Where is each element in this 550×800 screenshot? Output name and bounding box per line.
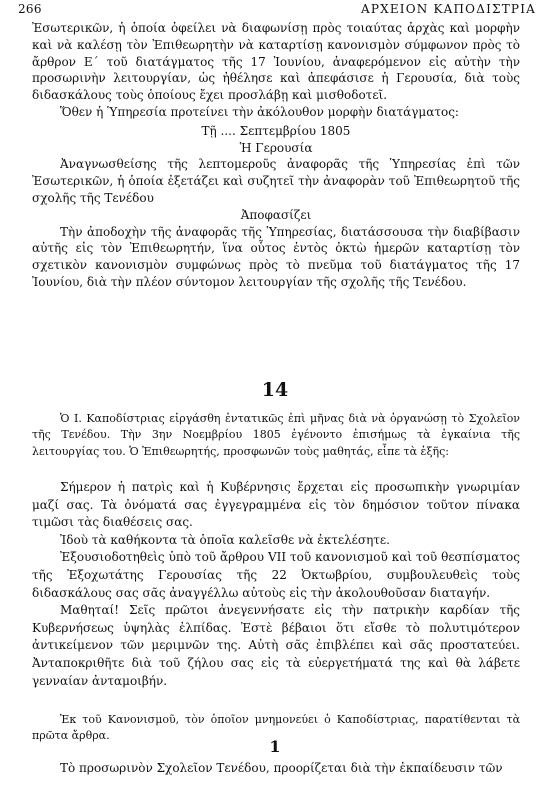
document-number: 14 (261, 379, 289, 401)
paragraph: Ὁ Ι. Καποδίστριας εἰργάσθη ἐντατικῶς ἐπὶ μῆνας διὰ νὰ ὀργανώσῃ τὸ Σχολεῖον τῆς Τενέδου. Τὴν 3ην Νοεμβρίου 1805 ἐγένοντο ἐπισήμως τὰ ἐγκαίνια τῆς λειτουργίας του. Ὁ Ἐπιθεωρητής, προσφωνῶν τοὺς μαθητάς, εἶπε τὰ ἑξῆς: (32, 412, 520, 458)
decree-proposal-section (32, 20, 520, 291)
decree-date-line: Τῇ .... Σεπτεμβρίου 1805 (201, 123, 351, 138)
paragraph: Τὸ προσωρινὸν Σχολεῖον Τενέδου, προορίζεται διὰ τὴν ἐκπαίδευσιν τῶν (60, 761, 503, 775)
page-header (18, 2, 536, 18)
paragraph: Ἐσωτερικῶν, ἡ ὁποία ὀφείλει νὰ διαφωνίσῃ πρὸς τοιαύτας ἀρχὰς καὶ μορφὴν καὶ νὰ καλέσῃ τὸν Ἐπιθεωρητὴν νὰ καταρτίσῃ κανονισμὸν σύμφωνον πρὸς τὸ ἄρθρον Ε´ τοῦ διατάγματος τῆς 17 Ἰουνίου, ἀναφερόμενον εἰς αὐτὴν τὴν προσωρινὴν λειτουργίαν, ὡς ἠθέλησε καὶ ἀπεφάσισε ἡ Γερουσία, διὰ τοὺς διδασκάλους τοὺς ὁποίους ἔχει προσλάβῃ καὶ μισθοδοτεῖ. (32, 21, 520, 103)
paragraph: Ὅθεν ἡ Ὑπηρεσία προτείνει τὴν ἀκόλουθον μορφὴν διατάγματος: (60, 104, 459, 119)
paragraph: Ἀναγνωσθείσης τῆς λεπτομεροῦς ἀναφορᾶς τῆς Ὑπηρεσίας ἐπὶ τῶν Ἐσωτερικῶν, ἡ ὁποία ἐξετάζει καὶ συζητεῖ τὴν ἀναφορὰν τοῦ Ἐπιθεωρητοῦ τῆς σχολῆς τῆς Τενέδου (32, 157, 520, 205)
paragraph: Τὴν ἀποδοχὴν τῆς ἀναφορᾶς τῆς Ὑπηρεσίας, διατάσσουσα τὴν διαβίβασιν αὐτῆς εἰς τὸν Ἐπιθεωρητήν, ἵνα οὗτος ἐντὸς ὀκτὼ ἡμερῶν καταρτίσῃ τὸν σχετικὸν κανονισμὸν συμφώνως πρὸς τὸ πνεῦμα τοῦ διατάγματος τῆς 17 Ἰουνίου, διὰ τὴν πλέον σύντομον λειτουργίαν τῆς σχολῆς τῆς Τενέδου. (32, 224, 520, 289)
paragraph: Μαθηταί! Σεῖς πρῶτοι ἀνεγεννήσατε εἰς τὴν πατρικὴν καρδίαν τῆς Κυβερνήσεως ὑψηλὰς ἐλπίδας. Ἐστὲ βέβαιοι ὅτι εἴσθε τὸ πολυτιμότερον ἀντικείμενον τῶν μεριμνῶν της. Αὐτὴ σᾶς ἐπιβλέπει καὶ σᾶς προστατεύει. Ἀνταποκριθῆτε διὰ τοῦ ζήλου σας εἰς τὰ εὐεργετήματά της καὶ θὰ λάβετε γενναίαν ἀνταμοιβήν. (32, 603, 520, 688)
paragraph: Ἐκ τοῦ Κανονισμοῦ, τὸν ὁποῖον μνημονεύει ὁ Καποδίστριας, παρατίθενται τὰ πρῶτα ἄρθρα. (32, 713, 520, 743)
running-title: ΑΡΧΕΙΟΝ ΚΑΠΟΔΙΣΤΡΙΑ (360, 2, 536, 16)
article-text (32, 760, 520, 777)
article-number: 1 (269, 737, 281, 756)
decides-heading: Ἀποφασίζει (240, 207, 312, 222)
editorial-intro (32, 411, 520, 460)
page-number: 266 (18, 2, 42, 16)
inspector-speech (32, 479, 520, 690)
paragraph: Σήμερον ἡ πατρὶς καὶ ἡ Κυβέρνησις ἔρχεται εἰς προσωπικὴν γνωριμίαν μαζί σας. Τὰ ὀνόματά σας ἐγγεγραμμένα εἰς τὸν δημόσιον τοῦτον πίνακα τιμῶσι τὰς διαθέσεις σας. (32, 480, 520, 530)
paragraph: Ἰδοὺ τὰ καθήκοντα τὰ ὁποῖα καλεῖσθε νὰ ἐκτελέσητε. (60, 532, 390, 547)
senate-heading: Ἡ Γερουσία (239, 140, 313, 155)
paragraph: Ἐξουσιοδοτηθεὶς ὑπὸ τοῦ ἄρθρου VII τοῦ κανονισμοῦ καὶ τοῦ θεσπίσματος τῆς Ἐξοχωτάτης Γερουσίας τῆς 22 Ὀκτωβρίου, συμβουλευθεὶς τοὺς διδασκάλους σας σᾶς ἀναγγέλλω αὐτοὺς εἰς τὴν ἀκολουθοῦσαν διαταγήν. (32, 550, 520, 600)
